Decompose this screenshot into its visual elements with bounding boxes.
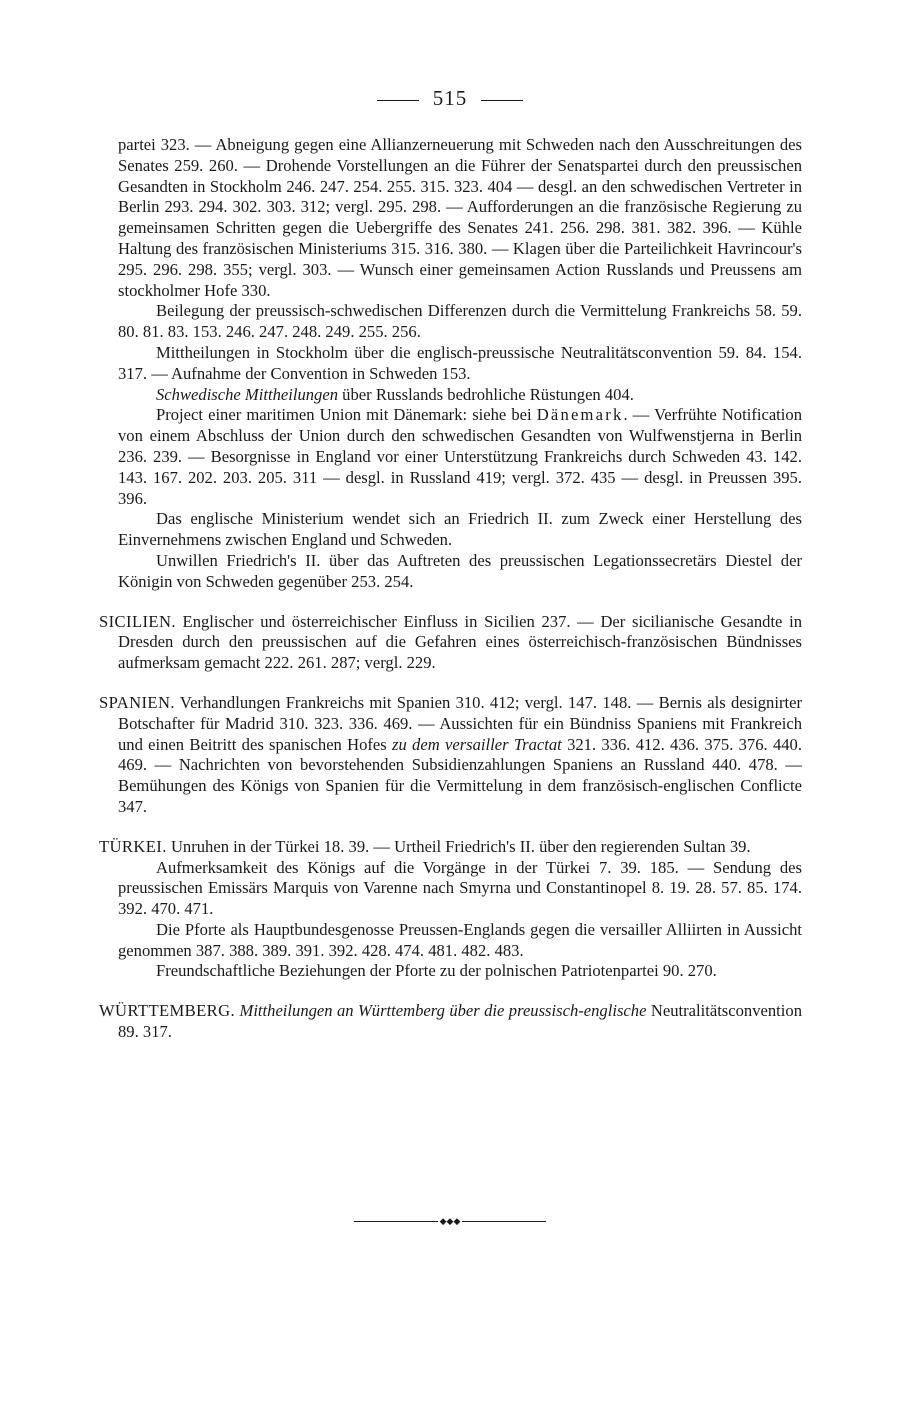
entry-text: Neutralitätsconvention 89. 317.: [118, 1001, 802, 1042]
entry-heading: WÜRTTEMBERG.: [99, 1001, 236, 1021]
paragraph: Unwillen Friedrich's II. über das Auftreten des preussischen Legationssecretärs Diestel der Königin von Schweden gegenüber 253. 254.: [118, 550, 802, 591]
entry-tuerkei: [99, 837, 802, 858]
paragraph: Aufmerksamkeit des Königs auf die Vorgänge in der Türkei 7. 39. 185. — Sendung des preussischen Emissärs Marquis von Varenne nach Smyrna und Constantinopel 8. 19. 28. 57. 85. 174. 392. 470. 471.: [118, 857, 802, 919]
paragraph: partei 323. — Abneigung gegen eine Allianzerneuerung mit Schweden nach den Ausschreitungen des Senates 259. 260. — Drohende Vorstellungen an die Führer der Senatspartei durch den preussischen Gesandten in Stockholm 246. 247. 254. 255. 315. 323. 404 — desgl. an den schwedischen Vertreter in Berlin 293. 294. 302. 303. 312; vergl. 295. 298. — Aufforderungen an die französische Regierung zu gemeinsamen Schritten gegen die Uebergriffe des Senates 241. 256. 298. 381. 382. 396. — Kühle Haltung des französischen Ministeriums 315. 316. 380. — Klagen über die Parteilichkeit Havrincour's 295. 296. 298. 355; vergl. 303. — Wunsch einer gemeinsamen Action Russlands und Preussens am stockholmer Hofe 330.: [118, 135, 802, 300]
italic-phrase: Schwedische Mittheilungen: [156, 384, 339, 404]
header-rule-right: [481, 100, 523, 101]
entry-text: Englischer und österreichischer Einfluss in Sicilien 237. — Der sicilianische Gesandte in Dresden durch den preussischen auf die Gefahren eines österreichisch-französischen Bündnisses aufmerksam gemacht 222. 261. 287; vergl. 229.: [118, 611, 802, 673]
paragraph: Das englische Ministerium wendet sich an Friedrich II. zum Zweck einer Herstellung des Einvernehmens zwischen England und Schweden.: [118, 509, 802, 550]
paragraph: [118, 405, 802, 509]
header-rule-left: [377, 100, 419, 101]
ornament-line-right: [462, 1221, 546, 1222]
entry-text: Verhandlungen Frankreichs mit Spanien 310. 412; vergl. 147. 148. — Bernis als designirter Botschafter für Madrid 310. 323. 336. 469. — Aussichten für ein Bündniss Spaniens mit Frankreich und einen Beitritt des spanischen Hofes: [118, 692, 802, 754]
italic-phrase: Mittheilungen an Württemberg über die preussisch-englische: [235, 1001, 647, 1021]
entry-wuerttemberg: [99, 1001, 802, 1043]
entry-heading: SPANIEN.: [99, 692, 175, 712]
paragraph: Mittheilungen in Stockholm über die englisch-preussische Neutralitätsconvention 59. 84. 154. 317. — Aufnahme der Convention in Schweden 153.: [118, 342, 802, 383]
page-number: 515: [432, 86, 468, 110]
paragraph-text: . — Verfrühte Notification von einem Abschluss der Union durch den schwedischen Gesandten von Wulfwenstjerna in Berlin 236. 239. — Besorgnisse in England vor einer Unterstützung Frankreichs durch Schweden 43. 142. 143. 167. 202. 203. 205. 311 — desgl. in Russland 419; vergl. 372. 435 — desgl. in Preussen 395. 396.: [118, 405, 803, 508]
cross-reference: Dänemark: [536, 405, 624, 425]
entry-heading: TÜRKEI.: [99, 836, 167, 856]
entry-text: 321. 336. 412. 436. 375. 376. 440. 469. — Nachrichten von bevorstehenden Subsidienzahlungen Spaniens an Russland 440. 478. — Bemühungen des Königs von Spanien für die Vermittelung in dem französisch-englischen Conflicte 347.: [118, 734, 802, 816]
paragraph: Die Pforte als Hauptbundesgenosse Preussen-Englands gegen die versailler Alliirten in Aussicht genommen 387. 388. 389. 391. 392. 428. 474. 481. 482. 483.: [118, 919, 802, 960]
page-header: [0, 86, 900, 111]
paragraph-text: über Russlands bedrohliche Rüstungen 404.: [338, 384, 634, 404]
end-ornament: [0, 1212, 900, 1228]
ornament-line-left: [354, 1221, 438, 1222]
paragraph: Beilegung der preussisch-schwedischen Differenzen durch die Vermittelung Frankreichs 58. 59. 80. 81. 83. 153. 246. 247. 248. 249. 255. 256.: [118, 301, 802, 342]
paragraph-text: Project einer maritimen Union mit Dänemark: siehe bei: [156, 405, 537, 425]
paragraph: Freundschaftliche Beziehungen der Pforte zu der polnischen Patriotenpartei 90. 270.: [156, 961, 717, 981]
entry-sicilien: [99, 612, 802, 674]
page-body: [99, 135, 803, 1043]
entry-spanien: [99, 693, 802, 818]
paragraph: [118, 385, 802, 406]
entry-text: Unruhen in der Türkei 18. 39. — Urtheil Friedrich's II. über den regierenden Sultan 39.: [166, 836, 751, 856]
ornament-diamond-icon: ◆◆◆: [439, 1215, 461, 1226]
entry-heading: SICILIEN.: [99, 611, 176, 631]
italic-phrase: zu dem versailler Tractat: [392, 734, 562, 754]
